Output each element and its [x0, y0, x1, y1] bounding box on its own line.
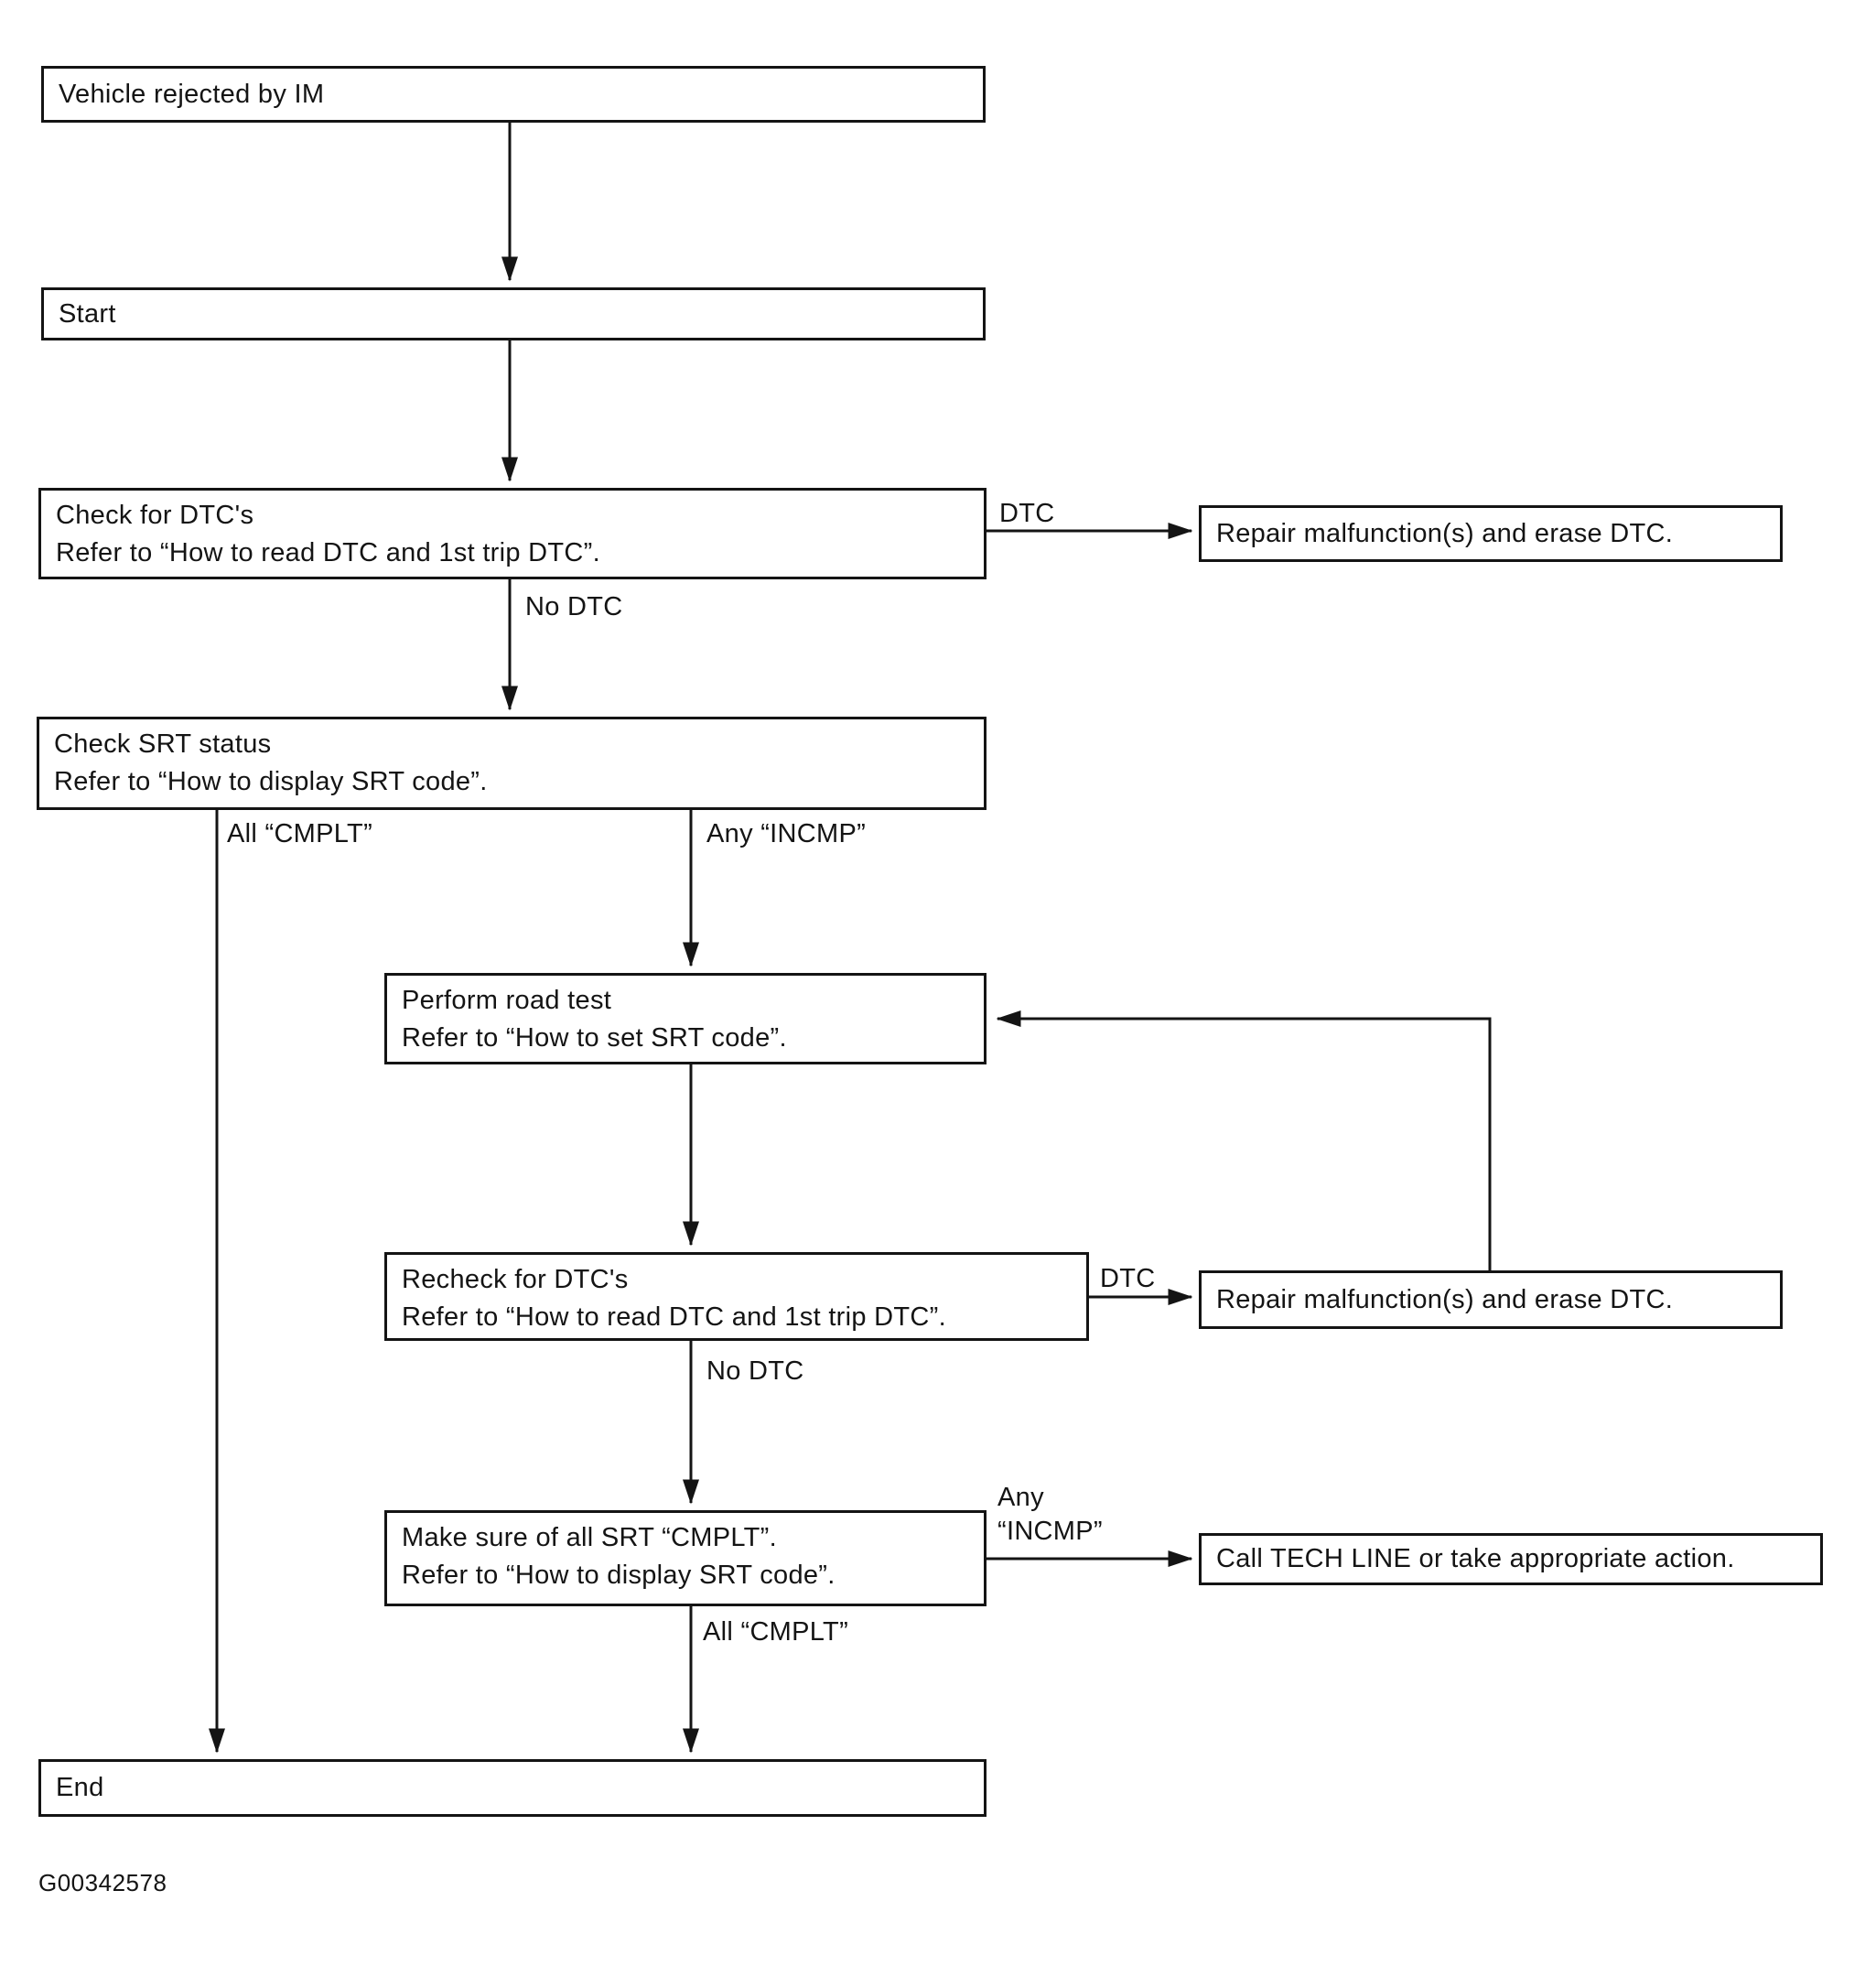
- node-check-dtc-line2: Refer to “How to read DTC and 1st trip DTC”.: [56, 538, 600, 567]
- figure-code: G00342578: [38, 1869, 167, 1896]
- node-make-sure-srt: [384, 1510, 987, 1606]
- edge-label-no-dtc-1: No DTC: [525, 592, 623, 621]
- node-recheck-dtc: [384, 1252, 1089, 1341]
- edge-label-any-incmp-2-line2: “INCMP”: [997, 1517, 1103, 1546]
- node-start: [41, 287, 986, 340]
- node-road-test: [384, 973, 987, 1064]
- node-repair-erase-dtc-2: [1199, 1270, 1783, 1329]
- arrow-repair2-to-road-test: [997, 1019, 1490, 1270]
- node-vehicle-rejected-label: Vehicle rejected by IM: [59, 79, 325, 109]
- node-check-dtc-line1: Check for DTC's: [56, 501, 254, 530]
- edge-label-no-dtc-2: No DTC: [706, 1356, 804, 1386]
- node-call-tech-line: [1199, 1533, 1823, 1585]
- node-repair-erase-dtc-1-label: Repair malfunction(s) and erase DTC.: [1216, 518, 1674, 548]
- edge-label-any-incmp-1: Any “INCMP”: [706, 819, 867, 848]
- node-make-sure-srt-line1: Make sure of all SRT “CMPLT”.: [402, 1523, 777, 1552]
- node-check-srt-status: [37, 717, 987, 810]
- node-start-label: Start: [59, 298, 116, 329]
- node-end: [38, 1759, 987, 1817]
- edge-label-any-incmp-2: [997, 1481, 1103, 1549]
- node-road-test-line2: Refer to “How to set SRT code”.: [402, 1023, 787, 1053]
- node-recheck-dtc-line2: Refer to “How to read DTC and 1st trip DTC”.: [402, 1302, 946, 1332]
- node-check-srt-line1: Check SRT status: [54, 729, 272, 759]
- edge-label-all-cmplt-2: All “CMPLT”: [703, 1617, 849, 1647]
- edge-label-dtc-2: DTC: [1100, 1264, 1156, 1293]
- node-road-test-line1: Perform road test: [402, 986, 612, 1015]
- node-check-srt-line2: Refer to “How to display SRT code”.: [54, 767, 488, 796]
- edge-label-dtc-1: DTC: [999, 499, 1055, 528]
- node-check-dtc: [38, 488, 987, 579]
- edge-label-all-cmplt-1: All “CMPLT”: [227, 819, 373, 848]
- node-end-label: End: [56, 1773, 104, 1802]
- node-make-sure-srt-line2: Refer to “How to display SRT code”.: [402, 1561, 836, 1590]
- node-repair-erase-dtc-2-label: Repair malfunction(s) and erase DTC.: [1216, 1284, 1674, 1314]
- node-call-tech-line-label: Call TECH LINE or take appropriate action.: [1216, 1544, 1735, 1573]
- edge-label-any-incmp-2-line1: Any: [997, 1483, 1044, 1512]
- node-vehicle-rejected: [41, 66, 986, 123]
- node-recheck-dtc-line1: Recheck for DTC's: [402, 1265, 629, 1294]
- node-repair-erase-dtc-1: [1199, 505, 1783, 562]
